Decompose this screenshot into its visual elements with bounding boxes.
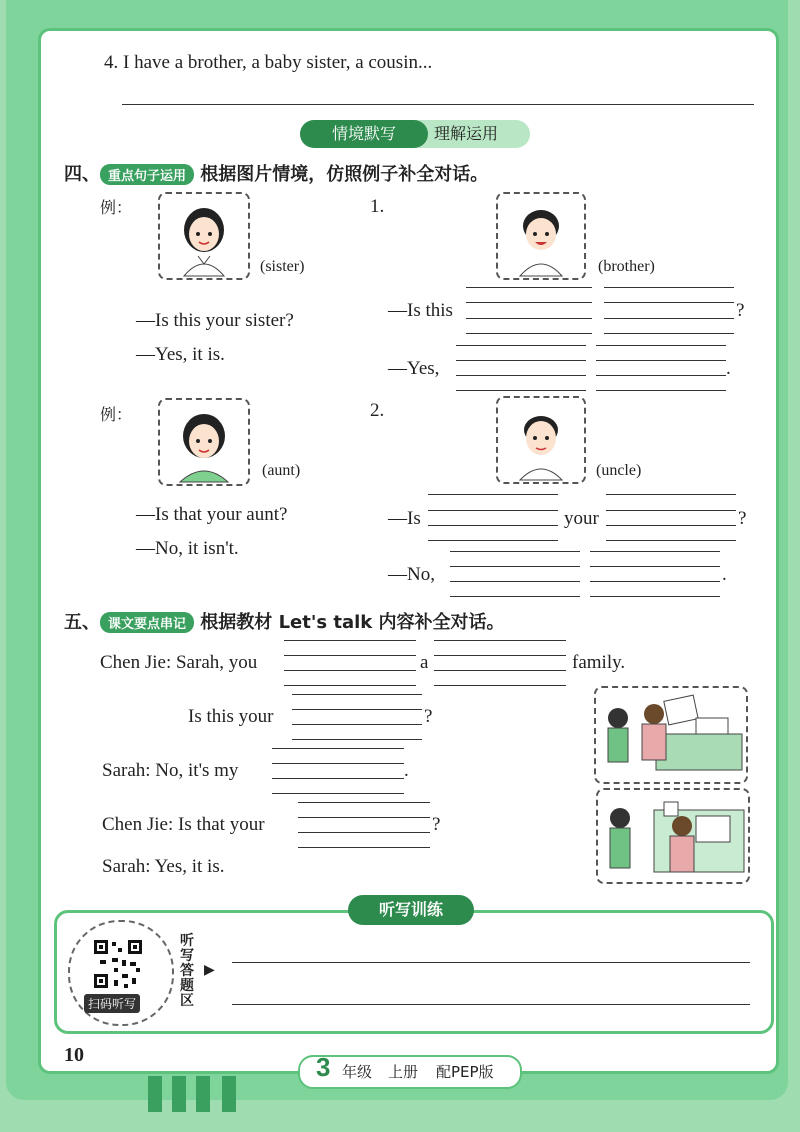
example1-question: —Is this your sister?	[136, 310, 294, 331]
item2-q-mid: your	[564, 508, 599, 529]
section5-heading	[64, 608, 505, 634]
item2-q-blank1[interactable]	[428, 525, 558, 526]
answer-area-label: 听写答题区	[180, 933, 194, 1009]
guide-line	[428, 510, 558, 511]
guide-line	[272, 763, 404, 764]
item1-a-blank1[interactable]	[456, 375, 586, 376]
guide-line	[292, 709, 422, 710]
dictation-line-2[interactable]	[232, 1004, 750, 1005]
page-number: 10	[64, 1044, 84, 1066]
boy-picture	[496, 192, 586, 280]
guide-line	[284, 655, 416, 656]
guide-line	[604, 287, 734, 288]
banner-right: 理解运用	[434, 124, 499, 143]
item1-q-prefix: —Is this	[388, 300, 453, 321]
guide-line	[604, 302, 734, 303]
guide-line	[606, 510, 736, 511]
guide-line	[450, 596, 580, 597]
brother-illustration	[498, 194, 584, 278]
item1-a-prefix: —Yes,	[388, 358, 440, 379]
grade-text: 年级	[342, 1063, 373, 1081]
qr-label: 扫码听写	[84, 994, 140, 1013]
girl-picture	[158, 192, 250, 280]
guide-line	[466, 287, 592, 288]
uncle-picture	[496, 396, 586, 484]
item1-q-blank2[interactable]	[604, 318, 734, 319]
q4-answer-line[interactable]	[122, 104, 754, 105]
section4-instruction: 根据图片情境，仿照例子补全对话。	[200, 164, 489, 185]
edition-text: 配PEP版	[436, 1063, 494, 1081]
guide-line	[596, 345, 726, 346]
item1-a-end: .	[726, 358, 731, 379]
guide-line	[590, 566, 720, 567]
item2-a-blank1[interactable]	[450, 581, 580, 582]
guide-line	[434, 685, 566, 686]
item2-a-prefix: —No,	[388, 564, 435, 585]
guide-line	[298, 847, 430, 848]
example1-answer: —Yes, it is.	[136, 344, 225, 365]
section4-number: 四、	[64, 164, 100, 185]
guide-line	[434, 655, 566, 656]
volume-text: 上册	[388, 1063, 419, 1081]
section-banner	[300, 120, 530, 148]
item1-word: (brother)	[598, 258, 655, 275]
guide-line	[456, 345, 586, 346]
guide-line	[298, 802, 430, 803]
uncle-illustration	[498, 398, 584, 482]
item1-q-blank1[interactable]	[466, 318, 592, 319]
item1-a-blank2[interactable]	[596, 375, 726, 376]
s5-line1-mid: a	[420, 652, 429, 673]
guide-line	[428, 494, 558, 495]
example1-word: (sister)	[260, 258, 305, 275]
item1-number: 1.	[370, 196, 385, 217]
guide-line	[596, 360, 726, 361]
guide-line	[272, 748, 404, 749]
guide-line	[292, 694, 422, 695]
item2-q-prefix: —Is	[388, 508, 421, 529]
scene-picture-2	[596, 788, 750, 884]
item2-q-end: ?	[738, 508, 747, 529]
grade-number: 3	[316, 1052, 331, 1082]
dictation-title: 听写训练	[348, 895, 474, 925]
section4-heading	[64, 160, 488, 186]
sister-illustration	[160, 194, 248, 278]
guide-line	[456, 360, 586, 361]
guide-line	[466, 333, 592, 334]
s5-line1-blank1[interactable]	[284, 670, 416, 671]
aunt-picture	[158, 398, 250, 486]
item2-a-blank2[interactable]	[590, 581, 720, 582]
guide-line	[298, 817, 430, 818]
section5-instruction: 根据教材 Let's talk 内容补全对话。	[200, 612, 505, 633]
item2-q-blank2[interactable]	[606, 525, 736, 526]
s5-line1-blank2[interactable]	[434, 670, 566, 671]
banner-left: 情境默写	[300, 120, 428, 148]
guide-line	[604, 333, 734, 334]
item2-word: (uncle)	[596, 462, 642, 479]
bottom-tab	[148, 1076, 162, 1112]
guide-line	[450, 566, 580, 567]
q4-sentence: 4. I have a brother, a baby sister, a cousin...	[104, 52, 433, 73]
section4-tag: 重点句子运用	[100, 164, 194, 185]
guide-line	[596, 390, 726, 391]
s5-line2-blank[interactable]	[292, 724, 422, 725]
s5-line4-prefix: Chen Jie: Is that your	[102, 814, 265, 835]
example1-label: 例：	[100, 198, 133, 217]
item2-number: 2.	[370, 400, 385, 421]
example2-label: 例：	[100, 405, 133, 424]
guide-line	[606, 540, 736, 541]
bottom-tab	[172, 1076, 186, 1112]
guide-line	[434, 640, 566, 641]
guide-line	[450, 551, 580, 552]
s5-line3-end: .	[404, 760, 409, 781]
qr-code-icon[interactable]	[92, 938, 144, 990]
s5-line3-prefix: Sarah: No, it's my	[102, 760, 239, 781]
s5-line1-prefix: Chen Jie: Sarah, you	[100, 652, 258, 673]
aunt-illustration	[160, 400, 248, 484]
s5-line2-prefix: Is this your	[188, 706, 274, 727]
guide-line	[466, 302, 592, 303]
dictation-line-1[interactable]	[232, 962, 750, 963]
bottom-tab	[222, 1076, 236, 1112]
s5-line4-end: ?	[432, 814, 441, 835]
guide-line	[284, 640, 416, 641]
family-photo-scene-illustration	[596, 688, 746, 782]
guide-line	[428, 540, 558, 541]
s5-line1-end: family.	[572, 652, 626, 673]
s5-line5: Sarah: Yes, it is.	[102, 856, 225, 877]
arrow-icon: ▶	[204, 962, 215, 978]
item1-q-end: ?	[736, 300, 745, 321]
bottom-tab	[196, 1076, 210, 1112]
guide-line	[590, 596, 720, 597]
s5-line3-blank[interactable]	[272, 778, 404, 779]
section5-number: 五、	[64, 612, 100, 633]
example2-answer: —No, it isn't.	[136, 538, 239, 559]
s5-line4-blank[interactable]	[298, 832, 430, 833]
example2-word: (aunt)	[262, 462, 301, 479]
item2-a-end: .	[722, 564, 727, 585]
guide-line	[590, 551, 720, 552]
example2-question: —Is that your aunt?	[136, 504, 288, 525]
photos-on-shelf-illustration	[598, 790, 748, 882]
scene-picture-1	[594, 686, 748, 784]
section5-tag: 课文要点串记	[100, 612, 194, 633]
guide-line	[292, 739, 422, 740]
s5-line2-end: ?	[424, 706, 433, 727]
guide-line	[272, 793, 404, 794]
guide-line	[284, 685, 416, 686]
guide-line	[606, 494, 736, 495]
guide-line	[456, 390, 586, 391]
